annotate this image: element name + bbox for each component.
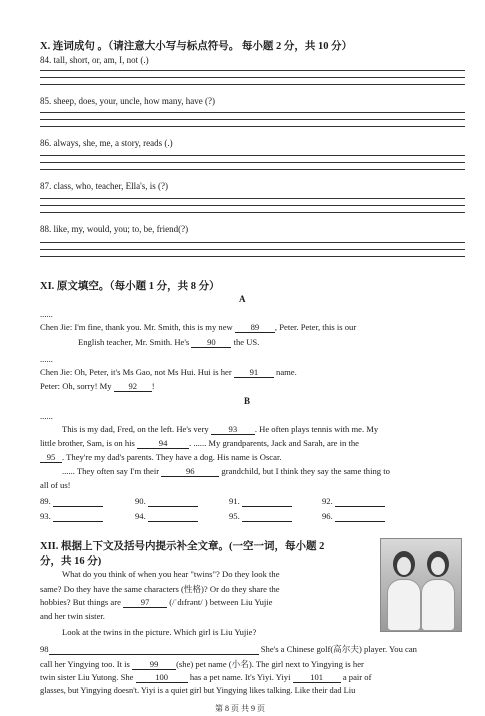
part-a-label: A: [239, 294, 246, 304]
answer-93: 93.: [40, 511, 103, 522]
ellipsis: ......: [40, 411, 53, 421]
section-xii-title-1: XII. 根据上下文及括号内提示补全文章。(一空一词，每小题 2: [40, 541, 325, 552]
question-85: 85. sheep, does, your, uncle, how many, have (?): [40, 96, 216, 106]
dialogue-line-4: Peter: Oh, sorry! My 92 !: [40, 381, 155, 391]
answer-line: [40, 198, 465, 199]
answer-95-field[interactable]: [242, 511, 292, 522]
answer-89: 89.: [40, 496, 103, 507]
dialogue-line-2: English teacher, Mr. Smith. He's 90 the US.: [78, 337, 260, 347]
answer-line: [40, 242, 465, 243]
passage-line-1: What do you think of when you hear "twins"? Do they look the: [62, 569, 280, 579]
blank-89[interactable]: 89: [235, 322, 275, 333]
twin-left-face: [397, 557, 411, 575]
passage-b-line-1: This is my dad, Fred, on the left. He's very 93 . He often plays tennis with me. My: [62, 424, 379, 434]
answer-92: 92.: [322, 496, 385, 507]
answer-90: 90.: [135, 496, 198, 507]
twins-photo: [380, 538, 462, 632]
passage-b-line-2: little brother, Sam, is on his 94 . ...... My grandparents, Jack and Sarah, are in the: [40, 438, 359, 448]
dialogue-line-3: Chen Jie: Oh, Peter, it's Ms Gao, not Ms Hui. Hui is her 91 name.: [40, 367, 297, 377]
passage-b-line-4: ...... They often say I'm their 96 grandchild, but I think they say the same thing to: [62, 466, 390, 476]
blank-90[interactable]: 90: [191, 337, 231, 348]
blank-99[interactable]: 99: [132, 659, 176, 670]
passage-line-4: and her twin sister.: [40, 611, 105, 621]
answer-94-field[interactable]: [148, 511, 198, 522]
section-xii-title-2: 分，共 16 分): [40, 556, 102, 567]
blank-93[interactable]: 93: [211, 424, 255, 435]
twin-right-body: [421, 579, 455, 631]
answer-line: [40, 77, 465, 78]
blank-92[interactable]: 92: [114, 381, 152, 392]
blank-101[interactable]: 101: [293, 672, 341, 683]
answer-line: [40, 119, 465, 120]
passage-line-9: glasses, but Yingying doesn't. Yiyi is a quiet girl but Yingying likes talking. Like their dad Liu: [40, 686, 356, 695]
part-b-label: B: [244, 396, 251, 406]
answer-94: 94.: [135, 511, 198, 522]
answer-line: [40, 212, 465, 213]
passage-b-line-3: 95 . They're my dad's parents. They have a dog. His name is Oscar.: [40, 452, 281, 463]
answer-line: [40, 84, 465, 85]
answer-line: [40, 169, 465, 170]
answer-line: [40, 256, 465, 257]
passage-b-line-5: all of us!: [40, 480, 71, 490]
answer-92-field[interactable]: [335, 496, 385, 507]
blank-97[interactable]: 97: [123, 597, 167, 608]
answer-93-field[interactable]: [53, 511, 103, 522]
answer-91-field[interactable]: [242, 496, 292, 507]
answer-90-field[interactable]: [148, 496, 198, 507]
blank-100[interactable]: 100: [136, 672, 188, 683]
blank-96[interactable]: 96: [161, 466, 219, 477]
answer-line: [40, 155, 465, 156]
question-87: 87. class, who, teacher, Ella's, is (?): [40, 181, 168, 191]
passage-line-6: 98 She's a Chinese golf(高尔夫) player. You can: [40, 644, 417, 654]
page-footer: 第 8 页 共 9 页: [215, 704, 265, 713]
answer-89-field[interactable]: [53, 496, 103, 507]
answer-line: [40, 249, 465, 250]
question-86: 86. always, she, me, a story, reads (.): [40, 138, 173, 148]
passage-line-2: same? Do they have the same characters (性格)? Or do they share the: [40, 584, 280, 594]
answer-line: [40, 205, 465, 206]
blank-91[interactable]: 91: [234, 367, 274, 378]
blank-94[interactable]: 94: [137, 438, 189, 449]
ellipsis: ......: [40, 309, 53, 319]
dialogue-line-1: Chen Jie: I'm fine, thank you. Mr. Smith, this is my new 89 , Peter. Peter, this is our: [40, 322, 357, 332]
answer-95: 95.: [229, 511, 292, 522]
passage-line-7: call her Yingying too. It is 99 (she) pet name (小名). The girl next to Yingying is her: [40, 659, 364, 669]
question-84: 84. tall, short, or, am, I, not (.): [40, 55, 149, 65]
answer-line: [40, 126, 465, 127]
answer-91: 91.: [229, 496, 292, 507]
answer-96: 96.: [322, 511, 385, 522]
twin-left-body: [387, 579, 421, 631]
blank-98[interactable]: [49, 644, 259, 655]
blank-95[interactable]: 95: [40, 452, 62, 463]
question-88: 88. like, my, would, you; to, be, friend(?): [40, 224, 189, 234]
answer-96-field[interactable]: [335, 511, 385, 522]
twin-right-face: [431, 557, 445, 575]
answer-line: [40, 112, 465, 113]
section-x-title: X. 连词成句 。（请注意大小写与标点符号。 每小题 2 分，共 10 分）: [40, 41, 353, 52]
answer-line: [40, 70, 465, 71]
passage-line-8: twin sister Liu Yutong. She 100 has a pet name. It's Yiyi. Yiyi 101 a pair of: [40, 672, 372, 682]
passage-line-5: Look at the twins in the picture. Which girl is Liu Yujie?: [62, 627, 257, 637]
answer-line: [40, 162, 465, 163]
section-xi-title: XI. 原文填空。（每小题 1 分，共 8 分）: [40, 281, 220, 292]
ellipsis: ......: [40, 354, 53, 364]
passage-line-3: hobbies? But things are 97 (/ˈdɪfrənt/ ) between Liu Yujie: [40, 597, 273, 607]
